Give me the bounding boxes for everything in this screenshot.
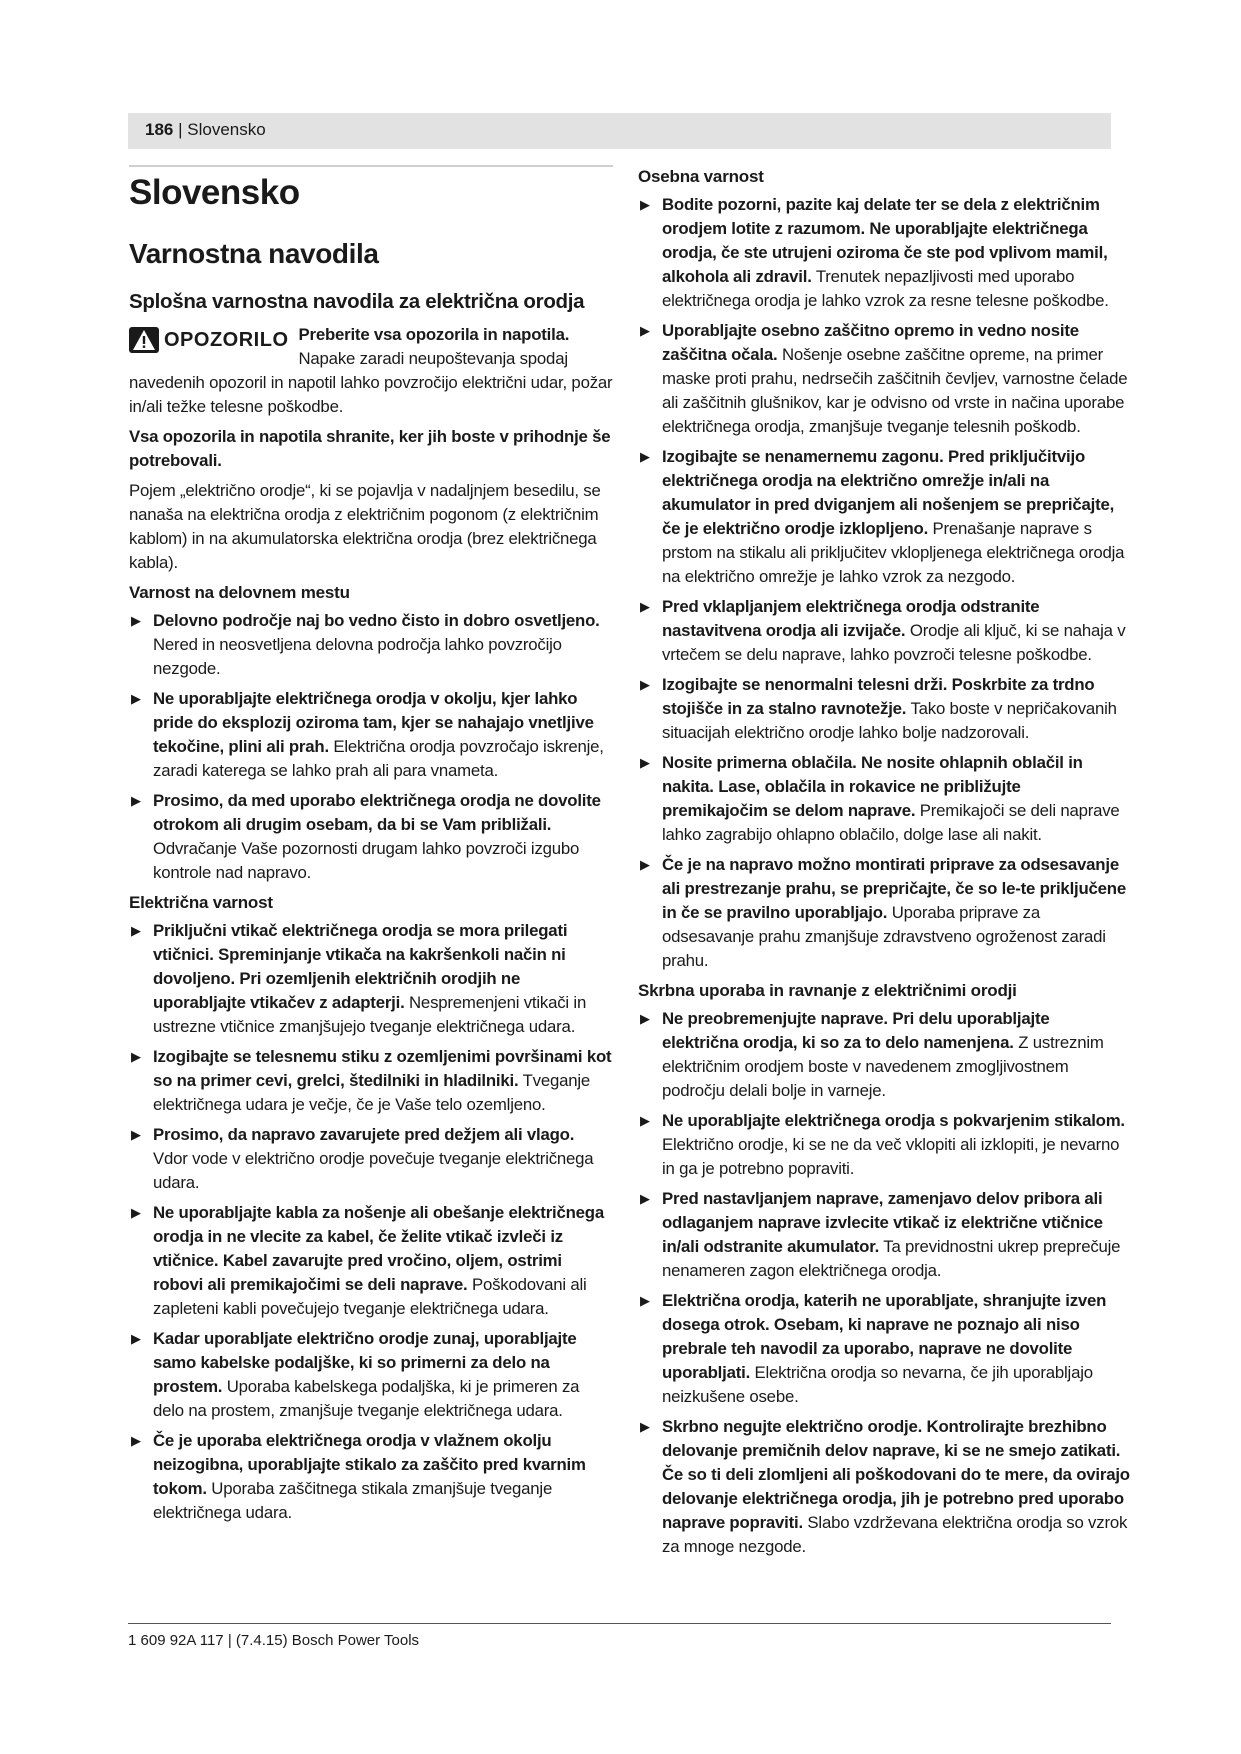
header-bar xyxy=(128,113,1111,149)
list-item: ▶ Prosimo, da napravo zavarujete pred dežjem ali vlago. Vdor vode v električno orodje povečuje tveganje električnega udara. xyxy=(131,1125,594,1192)
header-language: Slovensko xyxy=(187,120,266,139)
page-number: 186 xyxy=(145,120,174,139)
bullet-arrow-icon: ▶ xyxy=(640,1011,650,1026)
bullet-arrow-icon: ▶ xyxy=(131,923,141,938)
list-item: ▶ Ne uporabljajte kabla za nošenje ali obešanje električnega orodja in ne vlecite za kabel, če želite vtikač izvleči iz vtičnice. Kabel zavarujte pred vročino, oljem, ostrimi robovi ali premikajočimi se deli naprave. Poškodovani ali zapleteni kabli povečujejo tveganje električnega udara. xyxy=(131,1203,604,1318)
warning-text: Napake zaradi neupoštevanja spodaj navedenih opozoril in napotil lahko povzročijo električni udar, požar in/ali težke telesne poškodbe. xyxy=(129,349,613,416)
list-item: ▶ Priključni vtikač električnega orodja se mora prilegati vtičnici. Spreminjanje vtikača na kakršenkoli način ni dovoljeno. Pri ozemljenih električnih orodjih ne uporabljajte vtikačev z adapterji. Nespremenjeni vtikači in ustrezne vtičnice zmanjšujejo tveganje električnega udara. xyxy=(131,921,587,1036)
warning-lead: Preberite vsa opozorila in napotila. xyxy=(298,325,570,344)
footer-text: 1 609 92A 117 | (7.4.15) Bosch Power Tools xyxy=(128,1632,420,1649)
warning-block xyxy=(129,323,613,419)
page-header xyxy=(145,120,266,140)
page-title: Slovensko xyxy=(129,173,300,212)
subtitle: Varnostna navodila xyxy=(129,238,379,269)
list-item: ▶ Če je na napravo možno montirati priprave za odsesavanje ali prestrezanje prahu, se prepričajte, če so le-te priključene in če se pravilno uporabljajo. Uporaba priprave za odsesavanje prahu zmanjšuje zdravstveno ogroženost zaradi prahu. xyxy=(640,855,1126,970)
bullet-arrow-icon: ▶ xyxy=(640,323,650,338)
bullet-arrow-icon: ▶ xyxy=(131,1127,141,1142)
list-item: ▶ Kadar uporabljate električno orodje zunaj, uporabljajte samo kabelske podaljške, ki so primerni za delo na prostem. Uporaba kabelskega podaljška, ki je primeren za delo na prostem, zmanjšuje tveganje električnega udara. xyxy=(131,1329,580,1420)
list-item: ▶ Izogibajte se telesnemu stiku z ozemljenimi površinami kot so na primer cevi, grelci, štedilniki in hladilniki. Tveganje električnega udara je večje, če je Vaše telo ozemljeno. xyxy=(131,1047,612,1114)
bullet-arrow-icon: ▶ xyxy=(640,755,650,770)
bullet-arrow-icon: ▶ xyxy=(131,793,141,808)
electrical-list xyxy=(129,919,613,1525)
list-item: ▶ Pred nastavljanjem naprave, zamenjavo delov pribora ali odlaganjem naprave izvlecite vtikač iz električne vtičnice in/ali odstranite akumulator. Ta previdnostni ukrep preprečuje nenameren zagon električnega orodja. xyxy=(640,1189,1121,1280)
bullet-arrow-icon: ▶ xyxy=(640,1113,650,1128)
list-item: ▶ Delovno področje naj bo vedno čisto in dobro osvetljeno. Nered in neosvetljena delovna področja lahko povzročijo nezgode. xyxy=(131,611,600,678)
definition-text: Pojem „električno orodje“, ki se pojavlja v nadaljnjem besedilu, se nanaša na električna orodja z električnim pogonom (z električnim kablom) in na akumulatorska električna orodja (brez električnega kabla). xyxy=(129,481,601,572)
bullet-arrow-icon: ▶ xyxy=(640,1419,650,1434)
list-item: ▶ Nosite primerna oblačila. Ne nosite ohlapnih oblačil in nakita. Lase, oblačila in rokavice ne približujte premikajočim se delom naprave. Premikajoči se deli naprave lahko zagrabijo ohlapno oblačilo, dolge lase ali nakit. xyxy=(640,753,1120,844)
bullet-arrow-icon: ▶ xyxy=(640,857,650,872)
care-list xyxy=(638,1007,1130,1559)
list-item: ▶ Skrbno negujte električno orodje. Kontrolirajte brezhibno delovanje premičnih delov naprave, ki se ne smejo zatikati. Če so ti deli zlomljeni ali poškodovani do te mere, da ovirajo delovanje električnega orodja, jih je potrebno pred uporabo naprave popraviti. Slabo vzdrževana električna orodja so vzrok za mnoge nezgode. xyxy=(640,1417,1130,1556)
section-heading-workplace: Varnost na delovnem mestu xyxy=(129,583,350,602)
bullet-arrow-icon: ▶ xyxy=(640,1191,650,1206)
workplace-list xyxy=(129,609,613,885)
left-column xyxy=(129,165,613,1531)
personal-list xyxy=(638,193,1130,973)
list-item: ▶ Pred vklapljanjem električnega orodja odstranite nastavitvena orodja ali izvijače. Orodje ali ključ, ki se nahaja v vrtečem se delu naprave, lahko povzroči telesne poškodbe. xyxy=(640,597,1126,664)
bullet-arrow-icon: ▶ xyxy=(131,1433,141,1448)
bullet-arrow-icon: ▶ xyxy=(640,449,650,464)
list-item: ▶ Ne preobremenjujte naprave. Pri delu uporabljajte električna orodja, ki so za to delo namenjena. Z ustreznim električnim orodjem boste v navedenem zmogljivostnem področju delali bolje in varneje. xyxy=(640,1009,1104,1100)
warning-badge xyxy=(129,327,289,353)
section-heading-personal: Osebna varnost xyxy=(638,167,764,186)
keep-instructions: Vsa opozorila in napotila shranite, ker jih boste v prihodnje še potrebovali. xyxy=(129,427,611,470)
list-item: ▶ Uporabljajte osebno zaščitno opremo in vedno nosite zaščitna očala. Nošenje osebne zaščitne opreme, na primer maske proti prahu, nedrsečih zaščitnih čevljev, varnostne čelade ali zaščitnih glušnikov, kar je odvisno od vrste in načina uporabe električnega orodja, zmanjšuje tveganje telesnih poškodb. xyxy=(640,321,1128,436)
list-item: ▶ Ne uporabljajte električnega orodja v okolju, kjer lahko pride do eksplozij oziroma tam, kjer se nahajajo vnetljive tekočine, plini ali prah. Električna orodja povzročajo iskrenje, zaradi katerega se lahko prah ali para vnameta. xyxy=(131,689,604,780)
bullet-arrow-icon: ▶ xyxy=(131,1049,141,1064)
list-item: ▶ Ne uporabljajte električnega orodja s pokvarjenim stikalom. Električno orodje, ki se ne da več vklopiti ali izklopiti, je nevarno in ga je potrebno popraviti. xyxy=(640,1111,1125,1178)
section-heading-electrical: Električna varnost xyxy=(129,893,273,912)
warning-triangle-icon xyxy=(129,327,159,353)
list-item: ▶ Če je uporaba električnega orodja v vlažnem okolju neizogibna, uporabljajte stikalo za zaščito pred kvarnim tokom. Uporaba zaščitnega stikala zmanjšuje tveganje električnega udara. xyxy=(131,1431,586,1522)
header-separator: | xyxy=(173,120,188,139)
section-heading-care: Skrbna uporaba in ravnanje z električnimi orodji xyxy=(638,981,1017,1000)
bullet-arrow-icon: ▶ xyxy=(131,1205,141,1220)
bullet-arrow-icon: ▶ xyxy=(640,677,650,692)
warning-word: OPOZORILO xyxy=(164,329,289,351)
list-item: ▶ Bodite pozorni, pazite kaj delate ter se dela z električnim orodjem lotite z razumom. Ne uporabljajte električnega orodja, če ste utrujeni oziroma če ste pod vplivom mamil, alkohola ali zdravil. Trenutek nepazljivosti med uporabo električnega orodja je lahko vzrok za resne telesne poškodbe. xyxy=(640,195,1109,310)
bullet-arrow-icon: ▶ xyxy=(640,1293,650,1308)
section-heading-general: Splošna varnostna navodila za električna orodja xyxy=(129,290,585,313)
list-item: ▶ Električna orodja, katerih ne uporabljate, shranjujte izven dosega otrok. Osebam, ki naprave ne poznajo ali niso prebrale teh navodil za uporabo, naprave ne dovolite uporabljati. Električna orodja so nevarna, če jih uporabljajo neizkušene osebe. xyxy=(640,1291,1107,1406)
list-item: ▶ Izogibajte se nenormalni telesni drži. Poskrbite za trdno stojišče in za stalno ravnotežje. Tako boste v nepričakovanih situacijah električno orodje lahko bolje nadzorovali. xyxy=(640,675,1117,742)
list-item: ▶ Izogibajte se nenamernemu zagonu. Pred priključitvijo električnega orodja na električno omrežje in/ali na akumulator in pred dviganjem ali nošenjem se prepričajte, če je električno orodje izklopljeno. Prenašanje naprave s prstom na stikalu ali priključitev vklopljenega električnega orodja na električno omrežje je lahko vzrok za nezgodo. xyxy=(640,447,1125,586)
list-item: ▶ Prosimo, da med uporabo električnega orodja ne dovolite otrokom ali drugim osebam, da bi se Vam približali. Odvračanje Vaše pozornosti drugam lahko povzroči izgubo kontrole nad napravo. xyxy=(131,791,601,882)
bullet-arrow-icon: ▶ xyxy=(131,1331,141,1346)
bullet-arrow-icon: ▶ xyxy=(640,197,650,212)
right-column xyxy=(638,165,1130,1565)
bullet-arrow-icon: ▶ xyxy=(131,691,141,706)
footer-rule xyxy=(128,1623,1111,1624)
bullet-arrow-icon: ▶ xyxy=(131,613,141,628)
title-rule xyxy=(129,165,613,167)
bullet-arrow-icon: ▶ xyxy=(640,599,650,614)
